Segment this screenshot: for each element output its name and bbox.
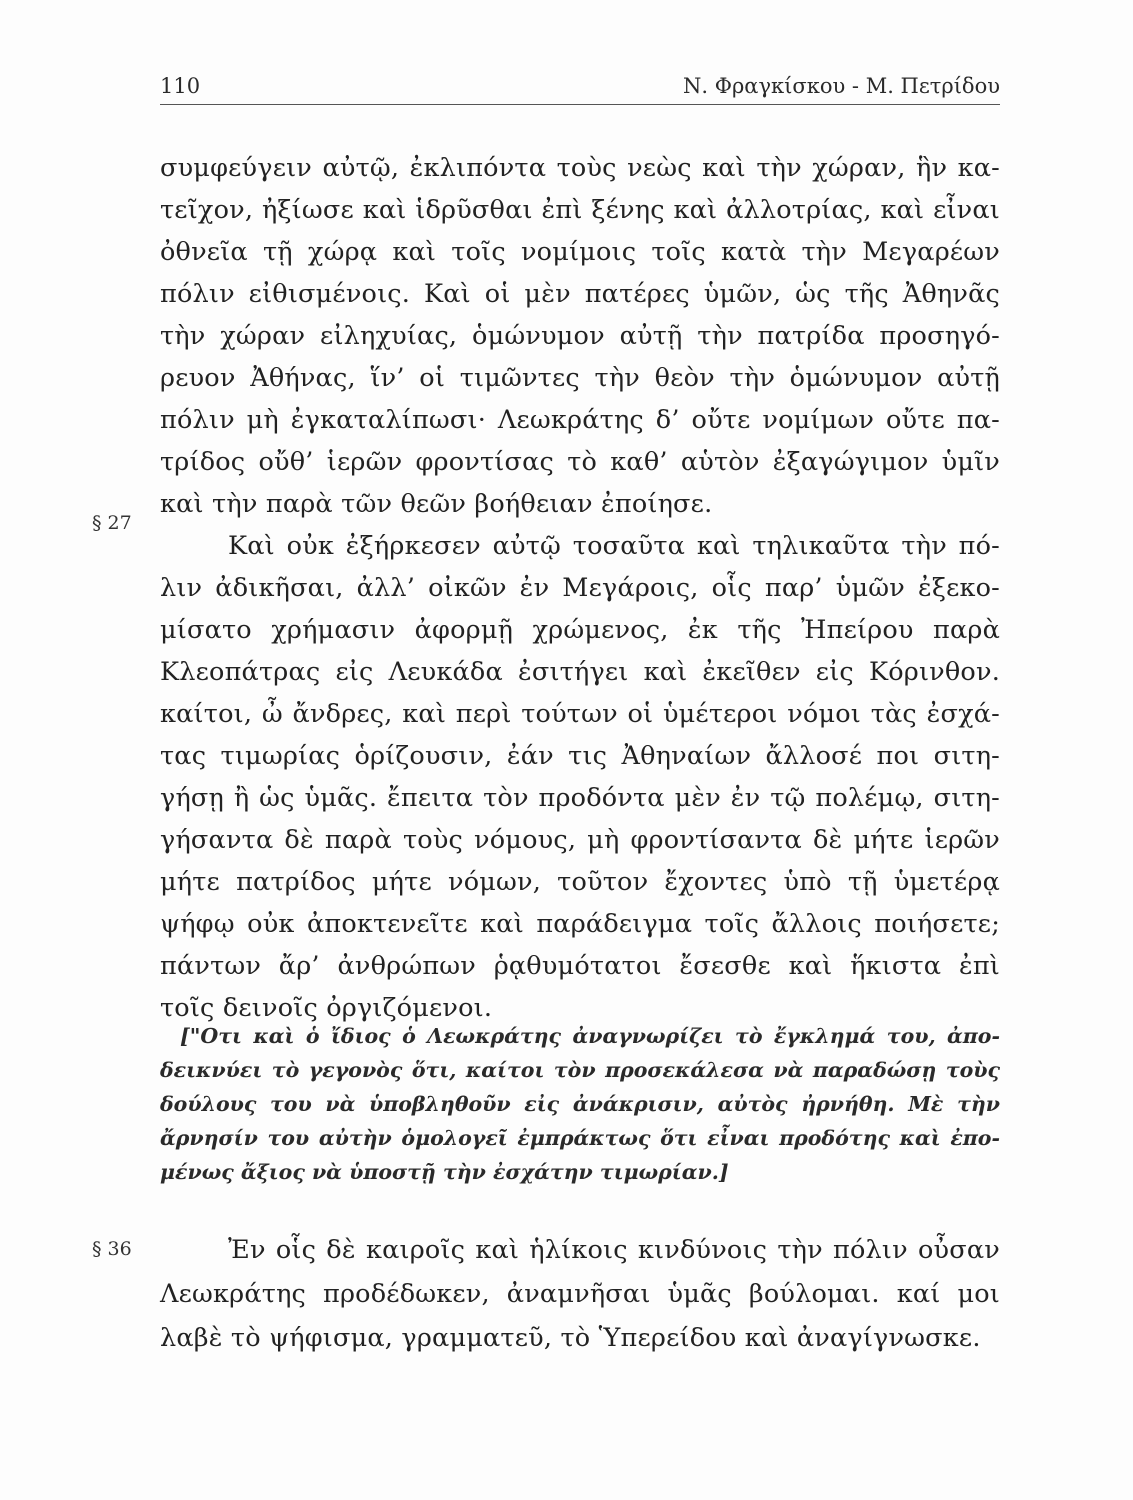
text-line: μίσατο χρήμασιν ἀφορμῇ χρώμενος, ἐκ τῆς Ἠπείρου παρὰ bbox=[160, 615, 1000, 645]
section-marker-36: § 36 bbox=[92, 1238, 132, 1260]
text-line: πόλιν εἰθισμένοις. Καὶ οἱ μὲν πατέρες ὑμῶν, ὡς τῆς Ἀθηνᾶς bbox=[160, 279, 1000, 309]
text-line: λαβὲ τὸ ψήφισμα, γραμματεῦ, τὸ Ὑπερείδου καὶ ἀναγίγνωσκε. bbox=[160, 1323, 981, 1353]
text-line: τας τιμωρίας ὁρίζουσιν, ἐάν τις Ἀθηναίων ἄλλοσέ ποι σιτη- bbox=[160, 741, 1000, 771]
text-line: λιν ἀδικῆσαι, ἀλλ’ οἰκῶν ἐν Μεγάροις, οἷς παρ’ ὑμῶν ἐξεκο- bbox=[160, 573, 1000, 603]
text-line: Καὶ οὐκ ἐξήρκεσεν αὐτῷ τοσαῦτα καὶ τηλικαῦτα τὴν πό- bbox=[228, 531, 1000, 561]
text-line: Ἐν οἷς δὲ καιροῖς καὶ ἡλίκοις κινδύνοις τὴν πόλιν οὖσαν bbox=[228, 1235, 1000, 1265]
text-line: γήσῃ ἢ ὡς ὑμᾶς. ἔπειτα τὸν προδόντα μὲν ἐν τῷ πολέμῳ, σιτη- bbox=[160, 783, 1000, 813]
text-line: τὴν χώραν εἰληχυίας, ὁμώνυμον αὐτῇ τὴν πατρίδα προσηγό- bbox=[160, 321, 1000, 351]
comment-line: ["Οτι καὶ ὁ ἴδιος ὁ Λεωκράτης ἀναγνωρίζει τὸ ἔγκλημά του, ἀπο- bbox=[180, 1024, 1000, 1048]
running-title: Ν. Φραγκίσκου - Μ. Πετρίδου bbox=[683, 74, 1000, 98]
text-line: καὶ τὴν παρὰ τῶν θεῶν βοήθειαν ἐποίησε. bbox=[160, 489, 713, 519]
page-number: 110 bbox=[160, 74, 201, 98]
text-line: ρευον Ἀθήνας, ἵν’ οἱ τιμῶντες τὴν θεὸν τὴν ὁμώνυμον αὐτῇ bbox=[160, 363, 1000, 393]
text-line: Κλεοπάτρας εἰς Λευκάδα ἐσιτήγει καὶ ἐκεῖθεν εἰς Κόρινθον. bbox=[160, 657, 1000, 687]
text-line: ψήφῳ οὐκ ἀποκτενεῖτε καὶ παράδειγμα τοῖς ἄλλοις ποιήσετε; bbox=[160, 909, 1000, 939]
header-rule bbox=[160, 104, 1000, 105]
text-line: καίτοι, ὦ ἄνδρες, καὶ περὶ τούτων οἱ ὑμέτεροι νόμοι τὰς ἐσχά- bbox=[160, 699, 1000, 729]
comment-line: μένως ἄξιος νὰ ὑποστῇ τὴν ἐσχάτην τιμωρίαν.] bbox=[160, 1160, 729, 1184]
text-line: πάντων ἄρ’ ἀνθρώπων ῥᾳθυμότατοι ἔσεσθε καὶ ἥκιστα ἐπὶ bbox=[160, 951, 1000, 981]
text-line: ὀθνεῖα τῇ χώρᾳ καὶ τοῖς νομίμοις τοῖς κατὰ τὴν Μεγαρέων bbox=[160, 237, 1000, 267]
text-line: γήσαντα δὲ παρὰ τοὺς νόμους, μὴ φροντίσαντα δὲ μήτε ἱερῶν bbox=[160, 825, 1000, 855]
comment-line: δεικνύει τὸ γεγονὸς ὅτι, καίτοι τὸν προσεκάλεσα νὰ παραδώσῃ τοὺς bbox=[160, 1058, 1000, 1082]
text-line: τεῖχον, ἠξίωσε καὶ ἱδρῦσθαι ἐπὶ ξένης καὶ ἀλλοτρίας, καὶ εἶναι bbox=[160, 195, 1000, 225]
text-line: Λεωκράτης προδέδωκεν, ἀναμνῆσαι ὑμᾶς βούλομαι. καί μοι bbox=[160, 1279, 1000, 1309]
comment-line: δούλους του νὰ ὑποβληθοῦν εἰς ἀνάκρισιν, αὐτὸς ἠρνήθη. Μὲ τὴν bbox=[160, 1092, 1000, 1116]
page-header bbox=[160, 74, 1000, 104]
comment-line: ἄρνησίν του αὐτὴν ὁμολογεῖ ἐμπράκτως ὅτι εἶναι προδότης καὶ ἐπο- bbox=[160, 1126, 1000, 1150]
text-line: τοῖς δεινοῖς ὀργιζόμενοι. bbox=[160, 993, 493, 1023]
text-line: συμφεύγειν αὐτῷ, ἐκλιπόντα τοὺς νεὼς καὶ τὴν χώραν, ἣν κα- bbox=[160, 153, 1000, 183]
section-marker-27: § 27 bbox=[92, 512, 132, 534]
text-line: τρίδος οὔθ’ ἱερῶν φροντίσας τὸ καθ’ αὑτὸν ἐξαγώγιμον ὑμῖν bbox=[160, 447, 1000, 477]
text-line: μήτε πατρίδος μήτε νόμων, τοῦτον ἔχοντες ὑπὸ τῇ ὑμετέρᾳ bbox=[160, 867, 1000, 897]
text-line: πόλιν μὴ ἐγκαταλίπωσι· Λεωκράτης δ’ οὔτε νομίμων οὔτε πα- bbox=[160, 405, 1000, 435]
